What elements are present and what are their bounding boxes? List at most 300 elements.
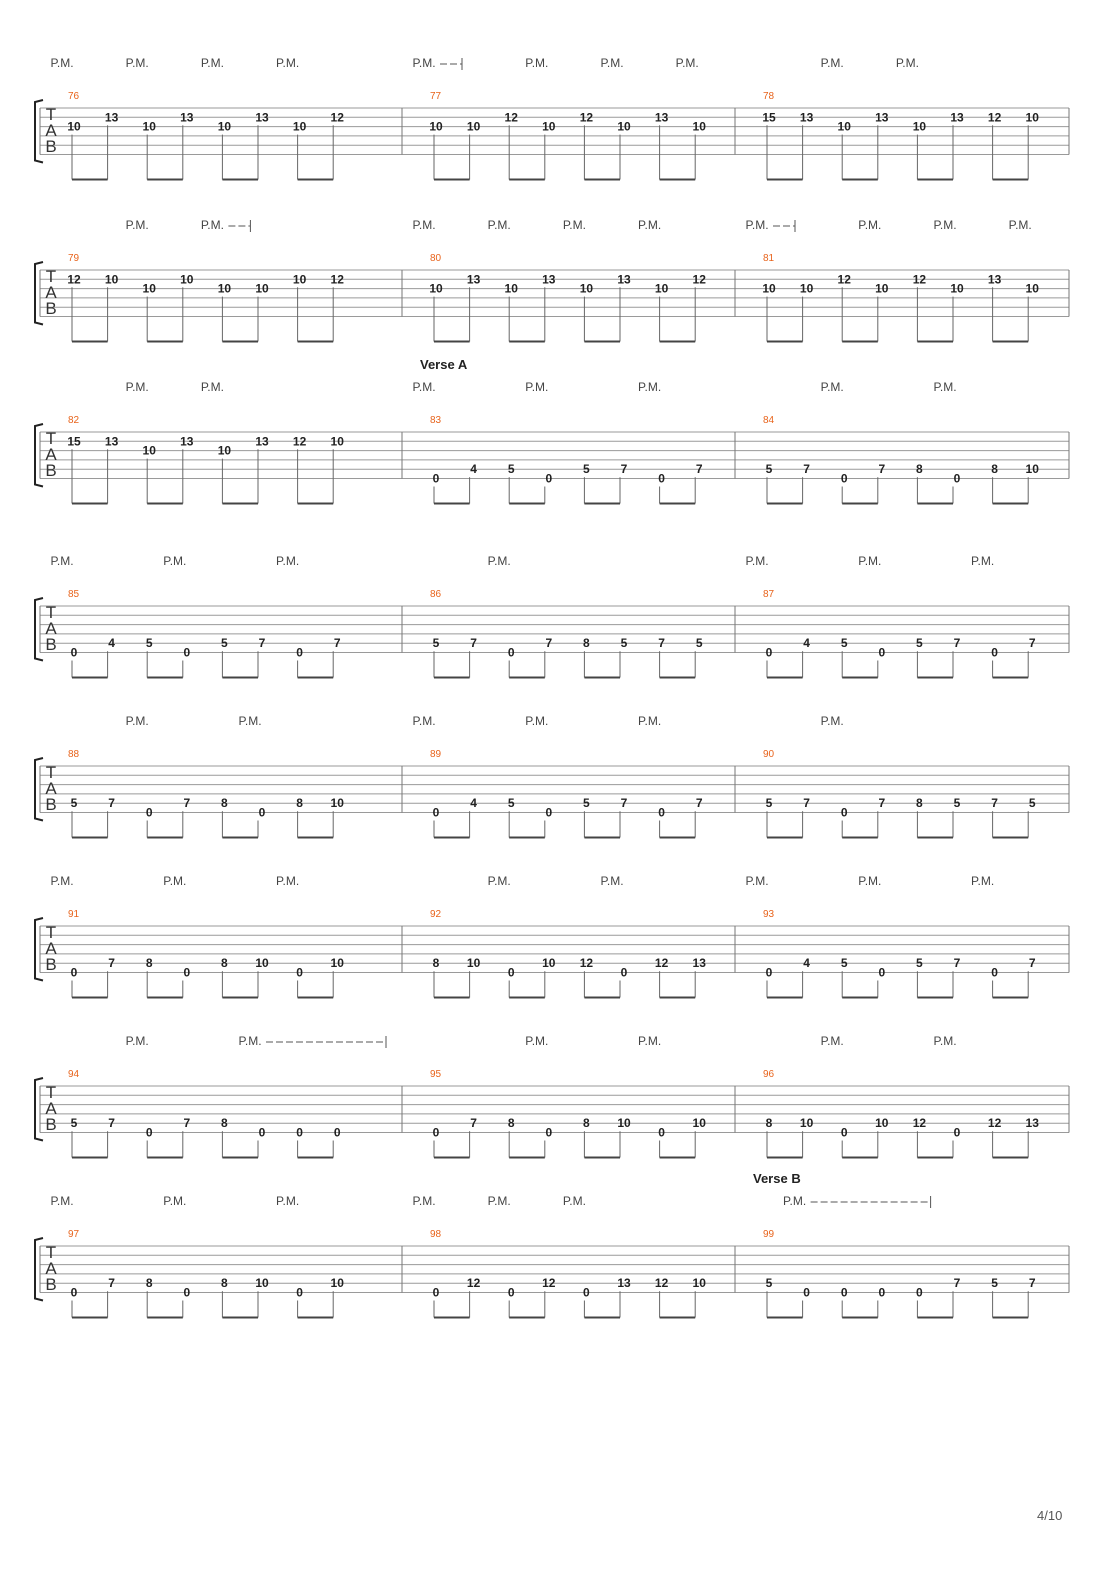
palm-mute-marker: P.M. (50, 554, 74, 568)
fret-number: 7 (695, 796, 703, 811)
fret-number: 10 (692, 119, 706, 134)
fret-number: 10 (217, 281, 232, 296)
fret-number: 12 (579, 110, 594, 125)
fret-number: 12 (579, 956, 594, 971)
palm-mute-marker: P.M. (600, 874, 624, 888)
palm-mute-marker: P.M. (163, 874, 187, 888)
fret-number: 10 (542, 119, 556, 134)
fret-number: 0 (840, 471, 848, 486)
fret-number: 7 (695, 462, 703, 477)
fret-number: 7 (953, 1276, 961, 1291)
palm-mute-marker: P.M. (200, 56, 224, 70)
fret-number: 13 (654, 110, 669, 125)
fret-number: 7 (803, 462, 810, 477)
fret-number: 13 (104, 434, 119, 449)
fret-number: 10 (142, 281, 156, 296)
palm-mute-marker: P.M. (125, 218, 149, 232)
fret-number: 7 (183, 1116, 191, 1131)
fret-number: 5 (583, 796, 590, 811)
palm-mute-marker: P.M. (276, 554, 300, 568)
fret-number: 7 (258, 636, 266, 651)
measure-number: 94 (68, 1069, 80, 1080)
palm-mute-marker: P.M. (487, 554, 511, 568)
fret-number: 12 (466, 1276, 481, 1291)
staff-bracket (35, 598, 43, 661)
fret-number: 13 (617, 272, 631, 287)
fret-number: 0 (878, 965, 886, 980)
fret-number: 12 (987, 110, 1002, 125)
section-label: Verse B (753, 1171, 801, 1186)
palm-mute-marker: P.M. (200, 380, 224, 394)
fret-number: 7 (1028, 956, 1036, 971)
fret-number: 12 (692, 272, 706, 287)
palm-mute-marker: P.M. (638, 380, 662, 394)
fret-number: 0 (432, 471, 440, 486)
palm-mute-marker: P.M. (820, 714, 844, 728)
fret-number: 10 (1025, 281, 1039, 296)
fret-number: 13 (180, 110, 194, 125)
tab-system (35, 218, 1069, 342)
fret-number: 4 (803, 956, 810, 971)
fret-number: 12 (67, 272, 81, 287)
tab-clef-letter: T (45, 105, 57, 124)
palm-mute-marker: P.M. (638, 714, 662, 728)
fret-number: 15 (67, 434, 81, 449)
measure-number: 90 (763, 749, 775, 760)
fret-number: 8 (145, 956, 153, 971)
fret-number: 5 (507, 462, 515, 477)
fret-number: 12 (654, 1276, 669, 1291)
tab-clef-letter: A (45, 283, 57, 302)
fret-number: 0 (991, 645, 998, 660)
fret-number: 12 (912, 1116, 927, 1131)
fret-number: 4 (470, 462, 477, 477)
fret-number: 10 (292, 272, 307, 287)
fret-number: 0 (658, 805, 665, 820)
fret-number: 7 (470, 1116, 477, 1131)
fret-number: 0 (258, 805, 266, 820)
palm-mute-marker: P.M. (600, 56, 624, 70)
tab-clef-letter: B (45, 1115, 57, 1134)
palm-mute-marker: P.M. (525, 56, 549, 70)
fret-number: 12 (987, 1116, 1002, 1131)
staff-bracket (35, 1238, 43, 1301)
palm-mute-marker: P.M. (50, 874, 74, 888)
fret-number: 10 (1025, 462, 1039, 477)
fret-number: 0 (545, 471, 553, 486)
palm-mute-marker: P.M. (412, 1194, 436, 1208)
tab-clef-letter: B (45, 299, 57, 318)
fret-number: 12 (654, 956, 669, 971)
fret-number: 0 (840, 805, 848, 820)
fret-number: 7 (108, 1276, 115, 1291)
fret-number: 0 (432, 1285, 440, 1300)
fret-number: 10 (142, 119, 156, 134)
palm-mute-marker: P.M. (412, 56, 436, 70)
palm-mute-marker: P.M. (675, 56, 699, 70)
fret-number: 13 (542, 272, 556, 287)
fret-number: 0 (333, 1125, 341, 1140)
fret-number: 10 (875, 281, 889, 296)
page-number: 4/10 (1037, 1508, 1063, 1523)
fret-number: 0 (296, 1285, 303, 1300)
palm-mute-marker: P.M. (820, 380, 844, 394)
fret-number: 10 (504, 281, 518, 296)
fret-number: 8 (221, 1116, 228, 1131)
fret-number: 5 (765, 796, 773, 811)
tab-system (35, 554, 1069, 678)
tab-clef-letter: A (45, 779, 57, 798)
palm-mute-marker: P.M. (412, 380, 436, 394)
fret-number: 0 (765, 645, 773, 660)
fret-number: 0 (765, 965, 773, 980)
fret-number: 10 (542, 956, 556, 971)
fret-number: 8 (145, 1276, 153, 1291)
palm-mute-marker: P.M. (933, 218, 957, 232)
palm-mute-marker: P.M. (562, 1194, 586, 1208)
fret-number: 10 (429, 281, 443, 296)
fret-number: 13 (255, 434, 269, 449)
tab-clef-letter: T (45, 429, 57, 448)
tab-system (35, 1034, 1069, 1158)
fret-number: 4 (470, 796, 477, 811)
fret-number: 13 (466, 272, 481, 287)
tab-clef-letter: B (45, 1275, 57, 1294)
fret-number: 10 (799, 1116, 814, 1131)
measure-number: 78 (763, 91, 775, 102)
fret-number: 7 (878, 462, 886, 477)
palm-mute-marker: P.M. (971, 874, 995, 888)
fret-number: 5 (765, 462, 773, 477)
fret-number: 0 (620, 965, 628, 980)
palm-mute-marker: P.M. (933, 1034, 957, 1048)
measure-number: 99 (763, 1229, 775, 1240)
fret-number: 13 (180, 434, 194, 449)
fret-number: 0 (545, 1125, 553, 1140)
tab-clef-letter: T (45, 267, 57, 286)
fret-number: 5 (145, 636, 153, 651)
fret-number: 5 (765, 1276, 773, 1291)
palm-mute-marker: P.M. (163, 554, 187, 568)
tab-system (35, 1171, 1069, 1318)
fret-number: 0 (183, 1285, 191, 1300)
measure-number: 93 (763, 909, 775, 920)
fret-number: 0 (507, 965, 515, 980)
palm-mute-marker: P.M. (858, 218, 882, 232)
tab-clef-letter: A (45, 619, 57, 638)
fret-number: 0 (545, 805, 553, 820)
fret-number: 10 (579, 281, 594, 296)
tab-clef-letter: T (45, 923, 57, 942)
palm-mute-marker: P.M. (525, 714, 549, 728)
tab-clef-letter: T (45, 603, 57, 622)
fret-number: 4 (108, 636, 115, 651)
palm-mute-marker: P.M. (525, 1034, 549, 1048)
measure-number: 83 (430, 415, 442, 426)
fret-number: 12 (330, 272, 344, 287)
palm-mute-marker: P.M. (200, 218, 224, 232)
tab-clef-letter: T (45, 1083, 57, 1102)
fret-number: 0 (803, 1285, 810, 1300)
fret-number: 10 (466, 956, 481, 971)
fret-number: 13 (617, 1276, 631, 1291)
fret-number: 5 (953, 796, 961, 811)
fret-number: 0 (507, 1285, 515, 1300)
fret-number: 0 (183, 965, 191, 980)
fret-number: 10 (654, 281, 669, 296)
measure-number: 96 (763, 1069, 775, 1080)
fret-number: 0 (296, 645, 303, 660)
fret-number: 0 (507, 645, 515, 660)
fret-number: 13 (875, 110, 889, 125)
fret-number: 10 (950, 281, 964, 296)
palm-mute-marker: P.M. (895, 56, 919, 70)
palm-mute-marker: P.M. (487, 218, 511, 232)
fret-number: 0 (991, 965, 998, 980)
fret-number: 7 (108, 796, 115, 811)
fret-number: 5 (840, 956, 848, 971)
fret-number: 0 (145, 1125, 153, 1140)
palm-mute-marker: P.M. (971, 554, 995, 568)
tab-clef-letter: B (45, 955, 57, 974)
fret-number: 0 (840, 1285, 848, 1300)
fret-number: 0 (70, 1285, 78, 1300)
fret-number: 10 (466, 119, 481, 134)
tab-clef-letter: A (45, 121, 57, 140)
tab-clef-letter: B (45, 137, 57, 156)
staff-bracket (35, 758, 43, 821)
palm-mute-marker: P.M. (412, 218, 436, 232)
palm-mute-marker: P.M. (745, 218, 769, 232)
fret-number: 10 (330, 956, 344, 971)
fret-number: 5 (70, 796, 78, 811)
fret-number: 0 (878, 645, 886, 660)
palm-mute-marker: P.M. (562, 218, 586, 232)
fret-number: 7 (620, 796, 628, 811)
fret-number: 7 (470, 636, 477, 651)
fret-number: 0 (658, 471, 665, 486)
fret-number: 10 (762, 281, 776, 296)
tab-system (35, 56, 1069, 180)
fret-number: 10 (837, 119, 851, 134)
measure-number: 79 (68, 253, 80, 264)
fret-number: 7 (333, 636, 341, 651)
palm-mute-marker: P.M. (487, 1194, 511, 1208)
fret-number: 10 (180, 272, 194, 287)
fret-number: 10 (617, 1116, 631, 1131)
palm-mute-marker: P.M. (412, 714, 436, 728)
fret-number: 8 (991, 462, 998, 477)
fret-number: 8 (432, 956, 440, 971)
fret-number: 10 (217, 443, 232, 458)
fret-number: 7 (953, 636, 961, 651)
fret-number: 0 (658, 1125, 665, 1140)
fret-number: 10 (875, 1116, 889, 1131)
fret-number: 13 (987, 272, 1002, 287)
fret-number: 10 (255, 956, 269, 971)
fret-number: 7 (991, 796, 998, 811)
measure-number: 86 (430, 589, 442, 600)
tab-clef-letter: T (45, 763, 57, 782)
fret-number: 8 (507, 1116, 515, 1131)
fret-number: 12 (292, 434, 307, 449)
fret-number: 0 (432, 805, 440, 820)
tab-clef-letter: A (45, 445, 57, 464)
measure-number: 85 (68, 589, 80, 600)
fret-number: 5 (991, 1276, 998, 1291)
fret-number: 7 (953, 956, 961, 971)
fret-number: 12 (330, 110, 344, 125)
fret-number: 8 (583, 1116, 590, 1131)
fret-number: 0 (878, 1285, 886, 1300)
fret-number: 7 (1028, 1276, 1036, 1291)
fret-number: 7 (1028, 636, 1036, 651)
measure-number: 87 (763, 589, 775, 600)
palm-mute-marker: P.M. (276, 874, 300, 888)
fret-number: 7 (108, 1116, 115, 1131)
tab-clef-letter: A (45, 939, 57, 958)
fret-number: 13 (255, 110, 269, 125)
fret-number: 8 (221, 1276, 228, 1291)
fret-number: 0 (432, 1125, 440, 1140)
measure-number: 97 (68, 1229, 80, 1240)
fret-number: 12 (504, 110, 518, 125)
palm-mute-marker: P.M. (820, 1034, 844, 1048)
fret-number: 7 (108, 956, 115, 971)
palm-mute-marker: P.M. (125, 1034, 149, 1048)
measure-number: 91 (68, 909, 80, 920)
fret-number: 10 (330, 1276, 344, 1291)
fret-number: 13 (1025, 1116, 1039, 1131)
fret-number: 0 (183, 645, 191, 660)
palm-mute-marker: P.M. (125, 56, 149, 70)
fret-number: 0 (840, 1125, 848, 1140)
palm-mute-marker: P.M. (745, 874, 769, 888)
tab-clef-letter: B (45, 635, 57, 654)
staff-bracket (35, 262, 43, 325)
fret-number: 10 (67, 119, 81, 134)
palm-mute-marker: P.M. (238, 1034, 262, 1048)
fret-number: 7 (803, 796, 810, 811)
palm-mute-marker: P.M. (858, 874, 882, 888)
fret-number: 5 (695, 636, 703, 651)
measure-number: 84 (763, 415, 775, 426)
fret-number: 10 (429, 119, 443, 134)
fret-number: 5 (583, 462, 590, 477)
tab-system (35, 357, 1069, 504)
fret-number: 5 (916, 636, 923, 651)
fret-number: 8 (583, 636, 590, 651)
fret-number: 10 (255, 1276, 269, 1291)
fret-number: 10 (330, 796, 344, 811)
fret-number: 7 (878, 796, 886, 811)
fret-number: 4 (803, 636, 810, 651)
fret-number: 5 (840, 636, 848, 651)
measure-number: 88 (68, 749, 80, 760)
fret-number: 0 (70, 965, 78, 980)
fret-number: 10 (912, 119, 927, 134)
fret-number: 0 (916, 1285, 923, 1300)
fret-number: 10 (330, 434, 344, 449)
fret-number: 5 (916, 956, 923, 971)
staff-bracket (35, 918, 43, 981)
staff-bracket (35, 1078, 43, 1141)
palm-mute-marker: P.M. (125, 714, 149, 728)
fret-number: 5 (432, 636, 440, 651)
fret-number: 13 (692, 956, 706, 971)
fret-number: 8 (916, 796, 923, 811)
fret-number: 10 (799, 281, 814, 296)
fret-number: 8 (916, 462, 923, 477)
measure-number: 82 (68, 415, 80, 426)
fret-number: 10 (692, 1276, 706, 1291)
palm-mute-marker: P.M. (638, 218, 662, 232)
fret-number: 7 (545, 636, 553, 651)
fret-number: 5 (70, 1116, 78, 1131)
palm-mute-marker: P.M. (858, 554, 882, 568)
palm-mute-marker: P.M. (783, 1194, 807, 1208)
measure-number: 95 (430, 1069, 442, 1080)
palm-mute-marker: P.M. (238, 714, 262, 728)
fret-number: 13 (950, 110, 964, 125)
fret-number: 13 (104, 110, 119, 125)
palm-mute-marker: P.M. (1008, 218, 1032, 232)
fret-number: 8 (221, 956, 228, 971)
palm-mute-marker: P.M. (163, 1194, 187, 1208)
palm-mute-marker: P.M. (525, 380, 549, 394)
fret-number: 7 (183, 796, 191, 811)
fret-number: 7 (658, 636, 665, 651)
palm-mute-marker: P.M. (933, 380, 957, 394)
palm-mute-marker: P.M. (125, 380, 149, 394)
fret-number: 8 (296, 796, 303, 811)
fret-number: 0 (296, 965, 303, 980)
palm-mute-marker: P.M. (745, 554, 769, 568)
fret-number: 0 (583, 1285, 590, 1300)
fret-number: 0 (145, 805, 153, 820)
fret-number: 5 (1028, 796, 1036, 811)
fret-number: 5 (507, 796, 515, 811)
fret-number: 13 (799, 110, 814, 125)
measure-number: 81 (763, 253, 775, 264)
palm-mute-marker: P.M. (820, 56, 844, 70)
fret-number: 12 (837, 272, 851, 287)
fret-number: 0 (953, 471, 961, 486)
palm-mute-marker: P.M. (276, 56, 300, 70)
measure-number: 80 (430, 253, 442, 264)
fret-number: 5 (221, 636, 228, 651)
tab-system (35, 714, 1069, 838)
fret-number: 10 (104, 272, 119, 287)
fret-number: 8 (221, 796, 228, 811)
fret-number: 12 (912, 272, 927, 287)
palm-mute-marker: P.M. (276, 1194, 300, 1208)
measure-number: 92 (430, 909, 442, 920)
palm-mute-marker: P.M. (50, 56, 74, 70)
fret-number: 0 (296, 1125, 303, 1140)
tab-clef-letter: A (45, 1099, 57, 1118)
fret-number: 8 (765, 1116, 773, 1131)
measure-number: 98 (430, 1229, 442, 1240)
palm-mute-marker: P.M. (50, 1194, 74, 1208)
palm-mute-marker: P.M. (487, 874, 511, 888)
fret-number: 12 (542, 1276, 556, 1291)
staff-bracket (35, 424, 43, 487)
tab-clef-letter: B (45, 461, 57, 480)
tab-clef-letter: T (45, 1243, 57, 1262)
tab-clef-letter: B (45, 795, 57, 814)
tab-system (35, 874, 1069, 998)
